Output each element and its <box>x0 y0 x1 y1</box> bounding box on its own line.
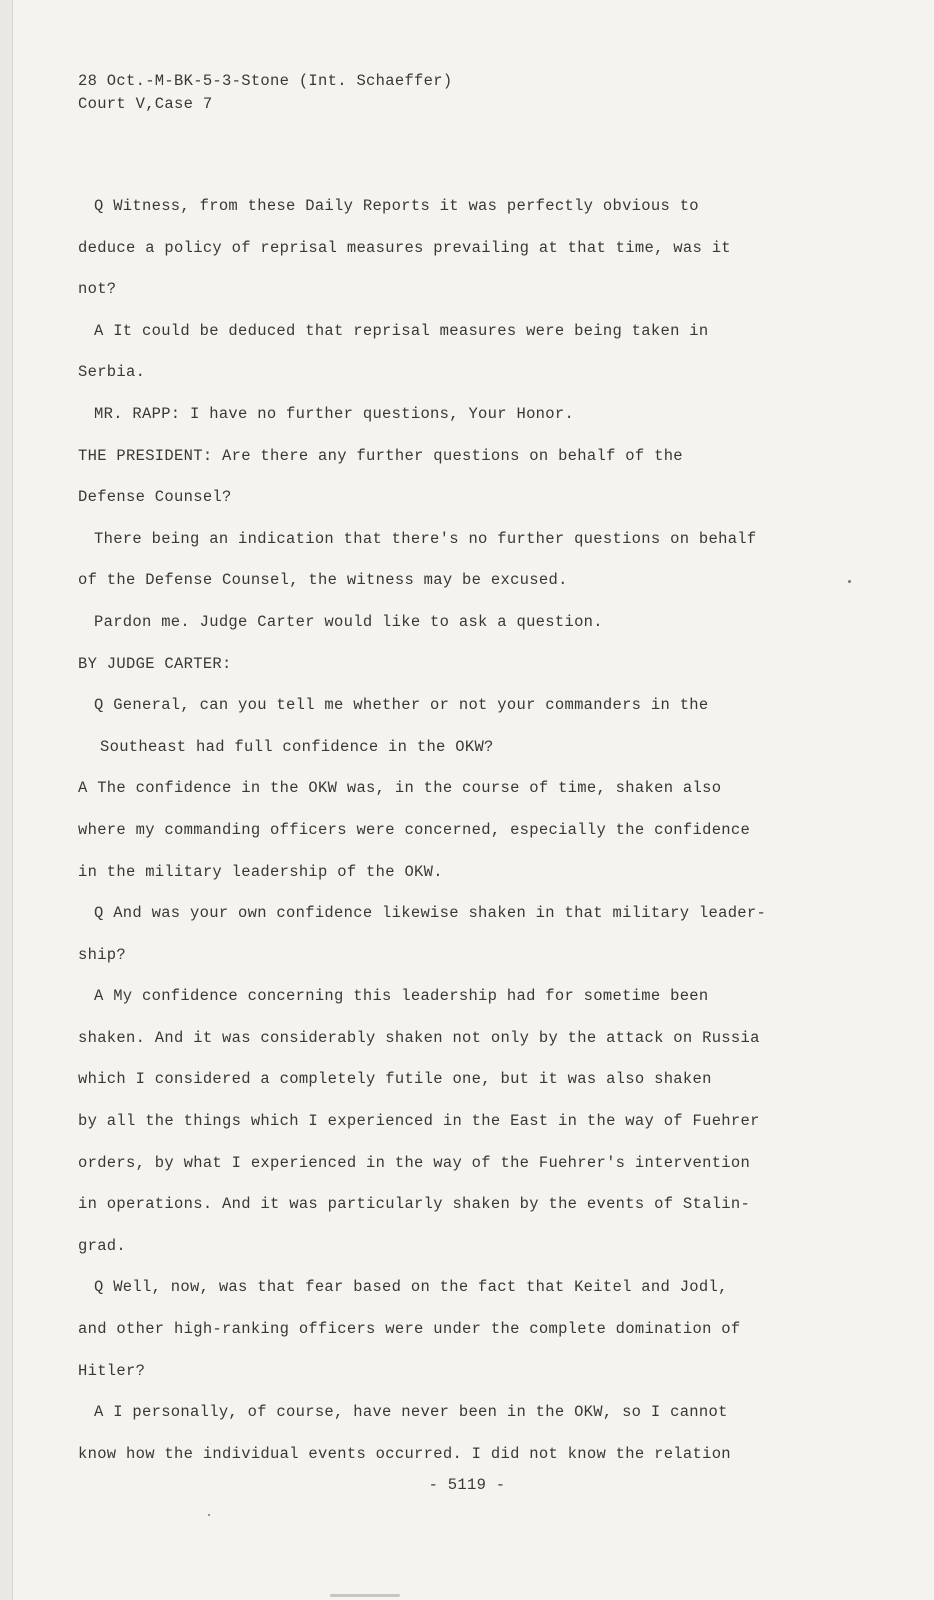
transcript-line: which I considered a completely futile one, but it was also shaken <box>78 1070 712 1089</box>
transcript-line: Hitler? <box>78 1361 146 1380</box>
transcript-line: not? <box>78 280 117 299</box>
transcript-line: ship? <box>78 945 127 964</box>
transcript-body <box>78 195 818 1484</box>
transcript-line: deduce a policy of reprisal measures prevailing at that time, was it <box>78 238 731 257</box>
transcript-line: where my commanding officers were concerned, especially the confidence <box>78 820 751 839</box>
transcript-line: THE PRESIDENT: Are there any further questions on behalf of the <box>78 446 683 465</box>
transcript-line: in operations. And it was particularly shaken by the events of Stalin- <box>78 1195 751 1214</box>
transcript-line: Pardon me. Judge Carter would like to ask a question. <box>94 612 603 631</box>
transcript-line: Q General, can you tell me whether or not your commanders in the <box>94 696 709 715</box>
transcript-line: Serbia. <box>78 363 146 382</box>
page-number: - 5119 - <box>428 1476 506 1494</box>
transcript-line: A The confidence in the OKW was, in the course of time, shaken also <box>78 779 722 798</box>
transcript-line: A It could be deduced that reprisal measures were being taken in <box>94 321 709 340</box>
transcript-line: by all the things which I experienced in the East in the way of Fuehrer <box>78 1112 760 1131</box>
transcript-line: Q Witness, from these Daily Reports it was perfectly obvious to <box>94 197 699 215</box>
transcript-line: A I personally, of course, have never been in the OKW, so I cannot <box>94 1403 728 1422</box>
transcript-line: A My confidence concerning this leadership had for sometime been <box>94 987 709 1006</box>
paper-speck <box>208 1514 210 1516</box>
transcript-line: orders, by what I experienced in the way of the Fuehrer's intervention <box>78 1153 751 1172</box>
transcript-line: grad. <box>78 1236 127 1255</box>
paper-speck <box>848 580 851 583</box>
transcript-line: know how the individual events occurred. I did not know the relation <box>78 1444 731 1463</box>
transcript-line: shaken. And it was considerably shaken not only by the attack on Russia <box>78 1028 760 1047</box>
transcript-line: in the military leadership of the OKW. <box>78 862 443 881</box>
transcript-line: Southeast had full confidence in the OKW? <box>100 737 494 756</box>
transcript-line: BY JUDGE CARTER: <box>78 654 232 673</box>
document-header <box>78 70 452 116</box>
transcript-line: Defense Counsel? <box>78 488 232 507</box>
paper-edge-mark <box>330 1594 400 1597</box>
transcript-line: Q Well, now, was that fear based on the fact that Keitel and Jodl, <box>94 1278 728 1297</box>
transcript-line: of the Defense Counsel, the witness may be excused. <box>78 571 568 590</box>
header-session-line: 28 Oct.-M-BK-5-3-Stone (Int. Schaeffer) <box>78 72 453 90</box>
transcript-line: and other high-ranking officers were under the complete domination of <box>78 1320 741 1339</box>
transcript-line: MR. RAPP: I have no further questions, Your Honor. <box>94 404 575 423</box>
transcript-line: Q And was your own confidence likewise shaken in that military leader- <box>94 904 767 923</box>
header-court-line: Court V,Case 7 <box>78 95 213 113</box>
transcript-line: There being an indication that there's no further questions on behalf <box>94 529 757 548</box>
